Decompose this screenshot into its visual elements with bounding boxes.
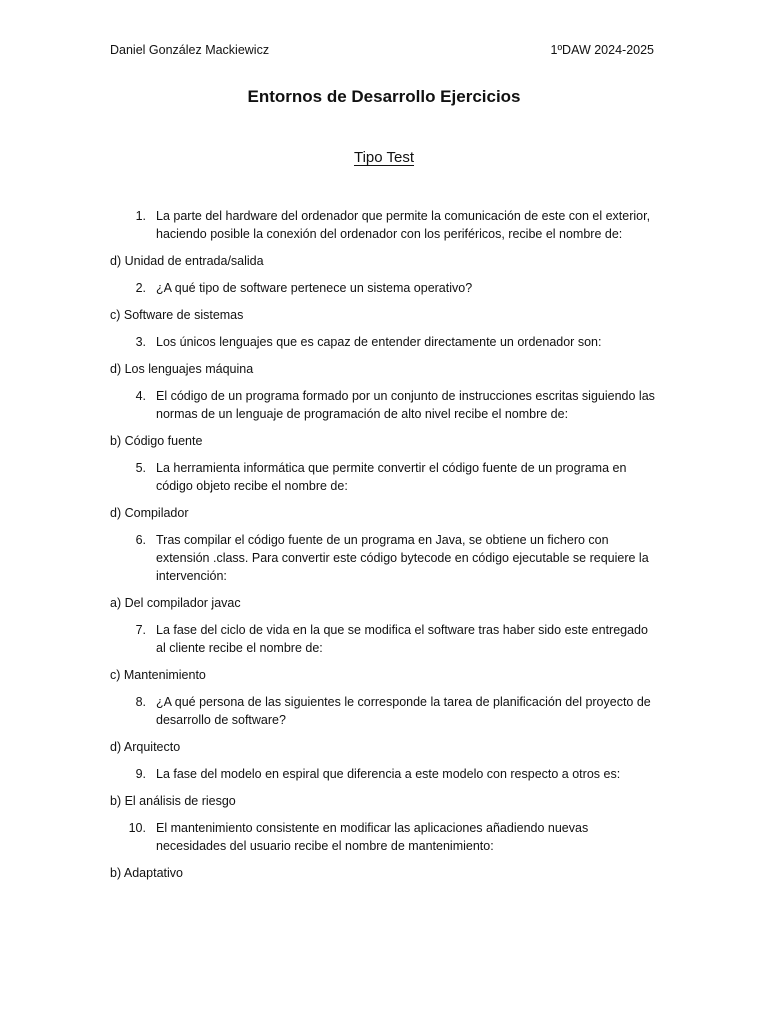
question-item [110,765,658,783]
answer-text: b) Código fuente [110,434,203,448]
answer-text: d) Los lenguajes máquina [110,362,254,376]
section-heading-text: Tipo Test [353,149,415,166]
question-item [110,207,658,243]
section-heading [0,149,768,166]
question-item [110,279,658,297]
question-number: 7. [135,623,146,637]
answer-text: d) Arquitecto [110,740,181,754]
question-text: La fase del modelo en espiral que diferencia a este modelo con respecto a otros es: [156,767,621,781]
question-text: La herramienta informática que permite convertir el código fuente de un programa en código objeto recibe el nombre de: [156,461,627,493]
answer-text: c) Software de sistemas [110,308,244,322]
question-text: La parte del hardware del ordenador que permite la comunicación de este con el exterior, haciendo posible la conexión del ordenador con los periféricos, recibe el nombre de: [156,209,651,241]
question-item [110,459,658,495]
question-number: 6. [135,533,146,547]
answer-text: b) El análisis de riesgo [110,794,236,808]
question-number: 2. [135,281,146,295]
answer-text: b) Adaptativo [110,866,183,880]
question-item [110,531,658,585]
answer-text: d) Compilador [110,506,189,520]
document-title: Entornos de Desarrollo Ejercicios [247,87,521,106]
question-item [110,693,658,729]
question-number: 4. [135,389,146,403]
answer-text: c) Mantenimiento [110,668,206,682]
course-label: 1ºDAW 2024-2025 [550,43,654,57]
author-name: Daniel González Mackiewicz [110,43,270,57]
question-item [110,621,658,657]
question-number: 10. [128,821,146,835]
answer-text: a) Del compilador javac [110,596,241,610]
question-number: 5. [135,461,146,475]
question-text: Tras compilar el código fuente de un programa en Java, se obtiene un fichero con extensión .class. Para convertir este código bytecode en código ejecutable se requiere la intervención: [156,533,649,583]
question-number: 8. [135,695,146,709]
question-item [110,819,658,855]
question-text: ¿A qué tipo de software pertenece un sistema operativo? [156,281,473,295]
answer-text: d) Unidad de entrada/salida [110,254,264,268]
question-text: El mantenimiento consistente en modificar las aplicaciones añadiendo nuevas necesidades del usuario recibe el nombre de mantenimiento: [156,821,589,853]
question-text: La fase del ciclo de vida en la que se modifica el software tras haber sido este entregado al cliente recibe el nombre de: [156,623,648,655]
question-number: 9. [135,767,146,781]
question-item [110,387,658,423]
question-item [110,333,658,351]
question-list [110,207,658,891]
question-number: 1. [135,209,146,223]
question-number: 3. [135,335,146,349]
question-text: Los únicos lenguajes que es capaz de entender directamente un ordenador son: [156,335,602,349]
question-text: El código de un programa formado por un conjunto de instrucciones escritas siguiendo las normas de un lenguaje de programación de alto nivel recibe el nombre de: [156,389,655,421]
page-header [110,43,654,57]
question-text: ¿A qué persona de las siguientes le corresponde la tarea de planificación del proyecto de desarrollo de software? [156,695,651,727]
